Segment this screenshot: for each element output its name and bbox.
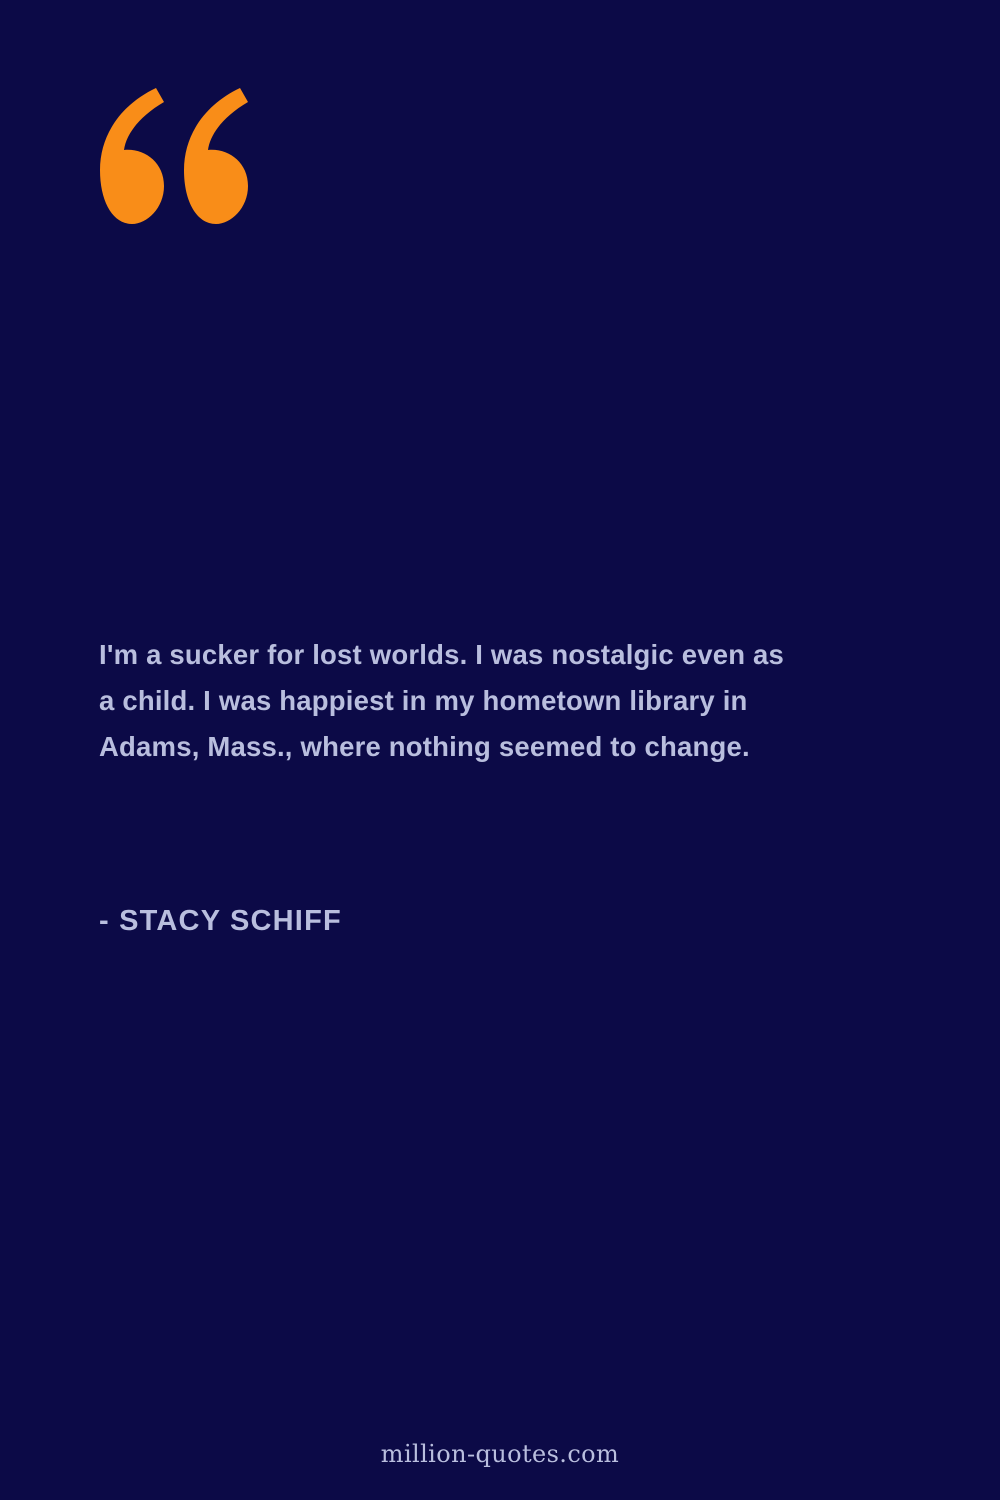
site-credit: million-quotes.com <box>380 1440 620 1468</box>
double-quote-icon <box>88 78 268 298</box>
quote-author: - STACY SCHIFF <box>99 905 342 937</box>
quote-text: I'm a sucker for lost worlds. I was nostalgic even as a child. I was happiest in my hometown library in Adams, Mass., where nothing seemed to change. <box>99 639 785 762</box>
